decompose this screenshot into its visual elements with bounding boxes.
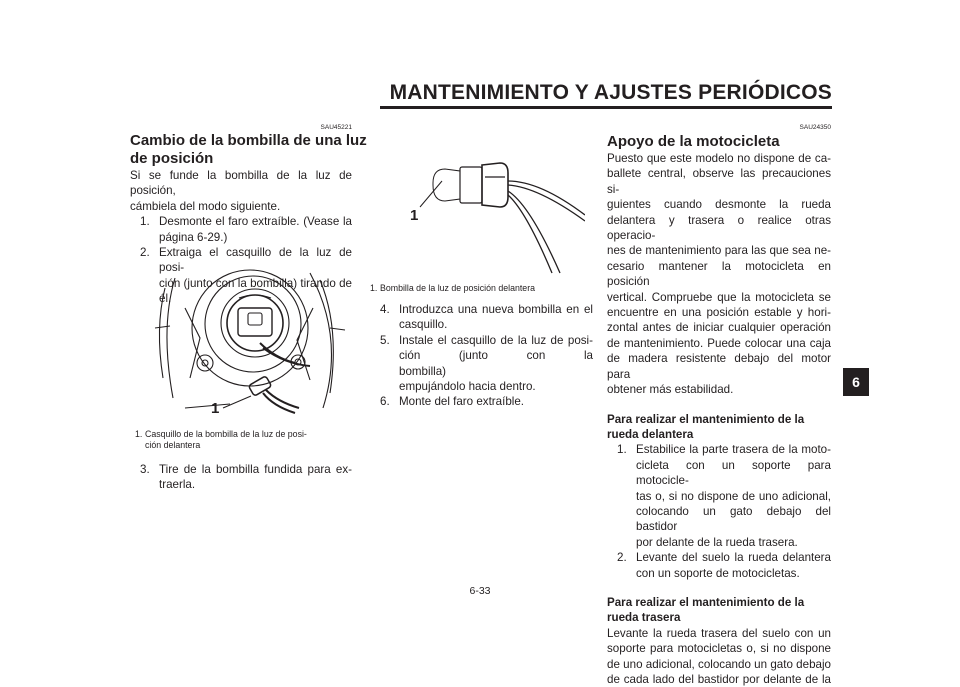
list-item: 3. Tire de la bombilla fundida para ex- traerla. — [140, 463, 352, 492]
middle-steps — [370, 302, 593, 410]
section-code: SAU24350 — [799, 124, 831, 131]
list-item: 2. Extraiga el casquillo de la luz de posi- ción (junto con la bombilla) tirando de él. — [140, 246, 352, 306]
bulb-illustration — [400, 155, 585, 275]
section-heading: Apoyo de la motocicleta — [607, 133, 780, 150]
header-rule — [380, 106, 832, 109]
left-intro: Si se funde la bombilla de la luz de posición, cámbiela del modo siguiente. 1. Desmonte el faro extraíble. (Vease la página 6-29.) 2. Extraiga el casquillo de la luz de posi- ción (junto con la bombilla) tirando de él. — [130, 169, 352, 306]
page-header-title: MANTENIMIENTO Y AJUSTES PERIÓDICOS — [389, 81, 832, 104]
page-number: 6-33 — [469, 585, 491, 597]
headlight-socket-illustration — [145, 268, 350, 418]
figure-callout-1: 1 — [211, 400, 220, 417]
chapter-tab: 6 — [843, 368, 869, 396]
left-figure-caption: 1. Casquillo de la bombilla de la luz de posi- ción delantera — [135, 429, 307, 450]
front-wheel-heading: Para realizar el mantenimiento de la rueda delantera — [607, 412, 805, 441]
middle-figure-caption: 1. Bombilla de la luz de posición delantera — [370, 283, 536, 293]
list-item: 5. Instale el casquillo de la luz de posi- ción (junto con la bombilla) empujándolo hacia dentro. — [380, 333, 593, 394]
list-item: 1. Desmonte el faro extraíble. (Vease la página 6-29.) — [140, 215, 352, 244]
section-code: SAU45221 — [320, 124, 352, 131]
list-item: 6. Monte del faro extraíble. — [380, 395, 525, 409]
right-body: Puesto que este modelo no dispone de ca- ballete central, observe las precauciones si- guientes cuando desmonte la rueda delantera y trasera o realice otras operacio- nes de mantenimiento para las que sea ne- cesario mantener la motocicleta en posición vertical. Compruebe que la motocicleta se encuentre en una posición estable y hori- zontal antes de iniciar cualquier operación de mantenimiento. Puede colocar una caja de madera resistente debajo del motor para obtener más estabilidad. Para realizar el mantenimiento de la rueda delantera 1. Estabilice la parte trasera de la moto- cicleta con un soporte para motocicle- tas o, si no dispone de uno adicional, colocando un gato debajo del bastidor por delante de la rueda trasera. 2. Levante del suelo la rueda delantera con un soporte de motocicletas. Para realizar el mantenimiento de la rueda trasera Levante la rueda trasera del suelo con un soporte para motocicletas o, si no dispone de uno adicional, colocando un gato debajo de cada lado del bastidor por delante de la — [607, 152, 831, 686]
front-step-list — [607, 442, 831, 581]
rear-wheel-heading: Para realizar el mantenimiento de la rueda trasera — [607, 595, 805, 625]
section-heading: Cambio de la bombilla de una luz de posición — [130, 132, 367, 167]
list-item: 2. Levante del suelo la rueda delantera con un soporte de motocicletas. — [617, 551, 831, 580]
left-step-3 — [130, 462, 352, 493]
list-item: 1. Estabilice la parte trasera de la moto- cicleta con un soporte para motocicle- tas o, si no dispone de uno adicional, colocando un gato debajo del bastidor por delante de la rueda trasera. — [617, 443, 831, 549]
figure-callout-1: 1 — [410, 207, 419, 224]
list-item: 4. Introduzca una nueva bombilla en el casquillo. — [380, 303, 593, 332]
